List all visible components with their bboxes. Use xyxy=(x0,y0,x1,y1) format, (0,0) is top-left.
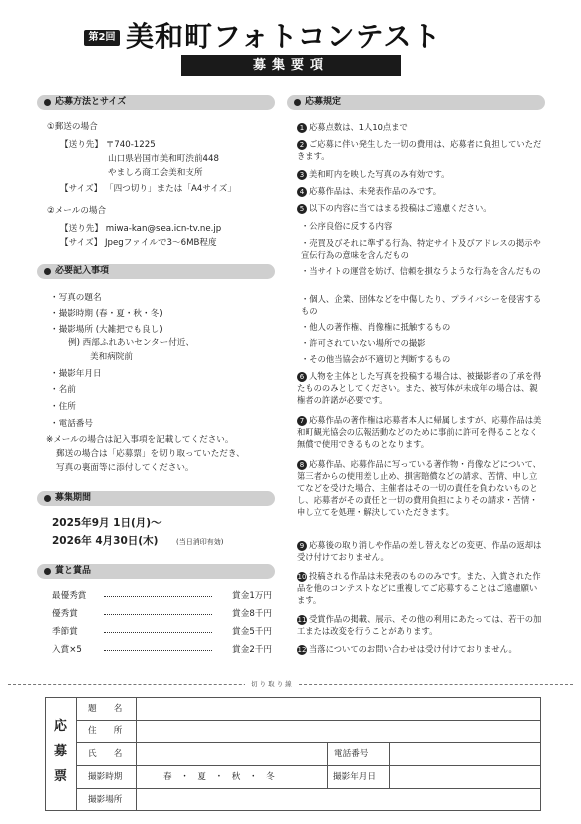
edition-badge: 第2回 xyxy=(84,30,120,46)
prize-amount: 賞金2千円 xyxy=(232,645,272,655)
rule-item: 11 受賞作品の掲載、展示、その他の利用にあたっては、若干の加工または改変を行うことがあります。 xyxy=(297,614,542,636)
application-form xyxy=(45,697,541,811)
required-note: ※メールの場合は記入事項を記載してください。 xyxy=(46,435,234,445)
required-item: 例) 西部ふれあいセンター付近、 xyxy=(68,338,195,348)
required-note: 写真の裏面等に添付してください。 xyxy=(56,463,194,473)
rule-item: 12 当落についてのお問い合わせは受け付けておりません。 xyxy=(297,644,517,654)
date-input[interactable] xyxy=(391,766,538,787)
prize-name: 優秀賞 xyxy=(52,609,78,619)
leader-dots xyxy=(104,650,212,651)
leader-dots xyxy=(104,596,212,597)
mail-line: 【サイズ】 「四つ切り」または「A4サイズ」 xyxy=(60,184,236,194)
label-title: 題 名 xyxy=(88,704,123,714)
form-col-line xyxy=(389,742,390,788)
number-badge: 1 xyxy=(297,123,307,133)
header xyxy=(0,0,581,80)
season-options[interactable]: 春 ・ 夏 ・ 秋 ・ 冬 xyxy=(163,772,275,782)
section-heading-rules: 応募規定 xyxy=(287,95,545,110)
required-item: ・撮影時期 (春・夏・秋・冬) xyxy=(50,309,163,319)
label-place: 撮影場所 xyxy=(88,795,123,805)
mail-line: 【送り先】 〒740-1225 xyxy=(60,140,156,150)
form-col-line xyxy=(136,698,137,810)
number-badge: 9 xyxy=(297,541,307,551)
section-heading-required: 必要記入事項 xyxy=(37,264,275,279)
leader-dots xyxy=(104,614,212,615)
required-item: ・撮影年月日 xyxy=(50,369,102,379)
prize-row xyxy=(52,626,272,638)
rule-item: 2 ご応募に伴い発生した一切の費用は、応募者に負担していただきます。 xyxy=(297,139,542,161)
rule-item: 7 応募作品の著作権は応募者本人に帰属しますが、応募作品は美和町観光協会の広報活動などのために事前に許可を得ることなく無償で使用できるものとなります。 xyxy=(297,415,542,449)
email-line: 【サイズ】 Jpegファイルで3～6MB程度 xyxy=(60,238,217,248)
prize-amount: 賞金1万円 xyxy=(232,591,272,601)
number-badge: 7 xyxy=(297,416,307,426)
number-badge: 4 xyxy=(297,187,307,197)
sub-item: ・許可されていない場所での撮影 xyxy=(301,338,426,348)
bullet-icon xyxy=(44,495,51,502)
form-col-line xyxy=(327,742,328,788)
page-subtitle: 募集要項 xyxy=(181,55,401,76)
label-season: 撮影時期 xyxy=(88,772,123,782)
period-end-note: (当日消印有効) xyxy=(176,538,224,546)
rule-item: 3 美和町内を映した写真のみ有効です。 xyxy=(297,168,542,180)
required-note: 郵送の場合は「応募票」を切り取っていただき、 xyxy=(56,449,245,459)
bullet-icon xyxy=(44,268,51,275)
leader-dots xyxy=(104,632,212,633)
sub-item: ・公序良俗に反する内容 xyxy=(301,221,393,231)
prize-name: 最優秀賞 xyxy=(52,591,87,601)
number-badge: 5 xyxy=(297,204,307,214)
rule-item: 5 以下の内容に当てはまる投稿はご遠慮ください。 xyxy=(297,202,542,214)
required-item: ・写真の題名 xyxy=(50,293,102,303)
required-item: ・住所 xyxy=(50,402,76,412)
mail-title: ①郵送の場合 xyxy=(47,122,98,132)
form-side-label: 応 募 票 xyxy=(46,698,77,810)
rule-item: 6 人物を主体とした写真を投稿する場合は、被撮影者の了承を得たもののみとしてください。また、被写体が未成年の場合は、親権者の許諾が必要です。 xyxy=(297,371,542,405)
prize-name: 季節賞 xyxy=(52,627,78,637)
label-date: 撮影年月日 xyxy=(333,772,376,782)
label-phone: 電話番号 xyxy=(334,749,369,759)
rule-item: 4 応募作品は、未発表作品のみです。 xyxy=(297,185,542,197)
mail-line: やましろ商工会美和支所 xyxy=(108,168,203,178)
sub-item: ・他人の著作権、肖像権に抵触するもの xyxy=(301,322,451,332)
period-end: 2026年 4月30日(木) xyxy=(52,535,159,547)
number-badge: 12 xyxy=(297,646,307,654)
prize-name: 入賞×5 xyxy=(52,645,82,655)
number-badge: 10 xyxy=(297,573,307,581)
name-input[interactable] xyxy=(138,743,326,764)
number-badge: 11 xyxy=(297,616,307,624)
number-badge: 6 xyxy=(297,372,307,382)
label-name: 氏 名 xyxy=(88,749,123,759)
required-item: 美和病院前 xyxy=(90,352,133,362)
sub-item: ・売買及びそれに準ずる行為、特定サイト及びアドレスの掲示や宣伝行為の意味を含んだもの xyxy=(301,238,541,260)
prize-row xyxy=(52,644,272,656)
label-address: 住 所 xyxy=(88,726,123,736)
required-item: ・名前 xyxy=(50,385,76,395)
period-start: 2025年9月 1日(月)～ xyxy=(52,517,162,529)
sub-item: ・その他当協会が不適切と判断するもの xyxy=(301,354,451,364)
mail-line: 山口県岩国市美和町渋前448 xyxy=(108,154,219,164)
required-item: ・撮影場所 (大雑把でも良し) xyxy=(50,325,163,335)
email-line: 【送り先】 miwa-kan@sea.icn-tv.ne.jp xyxy=(60,224,222,234)
section-heading-prizes: 賞と賞品 xyxy=(37,564,275,579)
number-badge: 3 xyxy=(297,170,307,180)
number-badge: 8 xyxy=(297,460,307,470)
bullet-icon xyxy=(44,99,51,106)
rule-item: 1 応募点数は、1人10点まで xyxy=(297,121,542,133)
address-input[interactable] xyxy=(138,721,538,741)
rule-item: 9 応募後の取り消しや作品の差し替えなどの変更、作品の返却は受け付けておりません。 xyxy=(297,540,542,562)
number-badge: 2 xyxy=(297,140,307,150)
bullet-icon xyxy=(294,99,301,106)
page-title: 美和町フォトコンテスト xyxy=(126,20,442,53)
cut-line-label: 切 り 取 り 線 xyxy=(245,678,298,690)
email-title: ②メールの場合 xyxy=(47,206,107,216)
bullet-icon xyxy=(44,568,51,575)
section-heading-period: 募集期間 xyxy=(37,491,275,506)
prize-amount: 賞金8千円 xyxy=(232,609,272,619)
rule-item: 10 投稿される作品は未発表のもののみです。また、入賞された作品を他のコンテストなどに重複してご応募することはご遠慮願います。 xyxy=(297,571,541,605)
prize-row xyxy=(52,608,272,620)
title-input[interactable] xyxy=(138,699,538,719)
sub-item: ・個人、企業、団体などを中傷したり、プライバシーを侵害するもの xyxy=(301,294,542,316)
place-input[interactable] xyxy=(138,789,538,809)
prize-amount: 賞金5千円 xyxy=(232,627,272,637)
sub-item: ・当サイトの運営を妨げ、信頼を損なうような行為を含んだもの xyxy=(301,266,541,276)
prize-row xyxy=(52,590,272,602)
section-heading-method: 応募方法とサイズ xyxy=(37,95,275,110)
required-item: ・電話番号 xyxy=(50,419,93,429)
phone-input[interactable] xyxy=(391,743,538,764)
rule-item: 8 応募作品、応募作品に写っている著作物・肖像などについて、第三者からの使用差し止め、損害賠償などの請求、苦情、申し立てなどを受けた場合、主催者はその一切の責任を負わないものとし、応募者がその責任と一切の費用負担によりその請求・苦情・申し立てを処理・解決していただきます。 xyxy=(297,459,541,517)
